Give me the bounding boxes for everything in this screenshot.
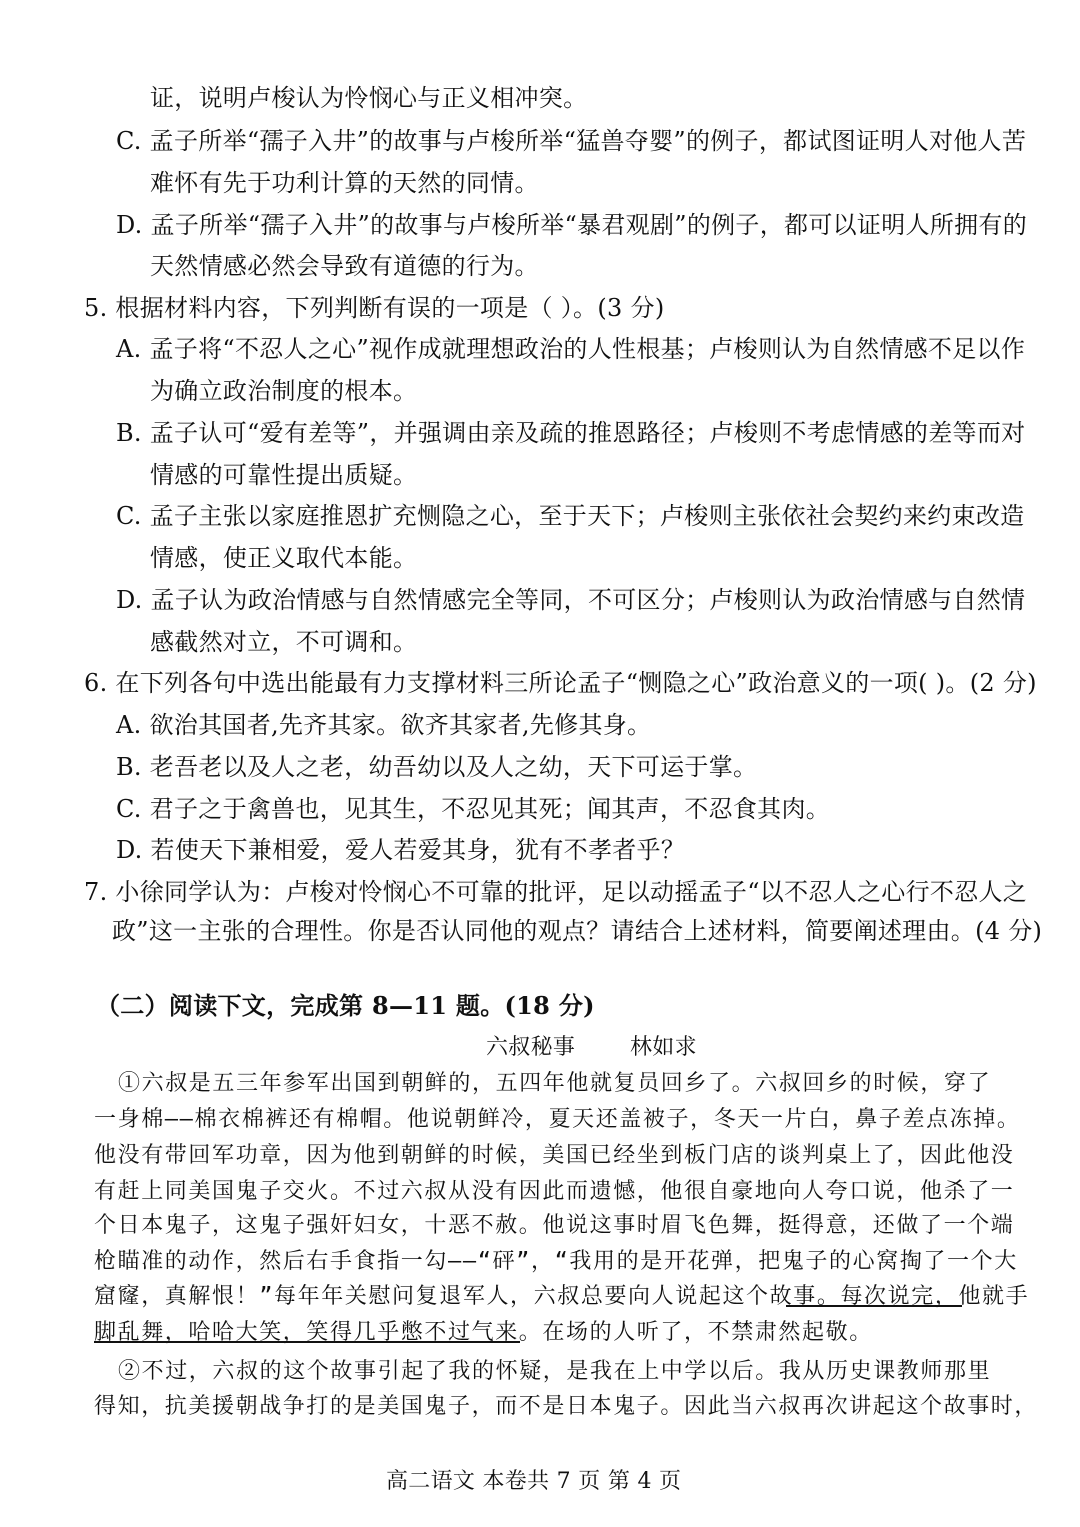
- question-7-continuation: 政”这一主张的合理性。你是否认同他的观点？请结合上述材料，简要阐述理由。(4 分): [112, 917, 1043, 945]
- passage-author: 林如求: [630, 1035, 697, 1060]
- paragraph-line: 得知，抗美援朝战争打的是美国鬼子，而不是日本鬼子。因此当六叔再次讲起这个故事时，: [94, 1394, 1039, 1419]
- paragraph-line: 一身棉——棉衣棉裤还有棉帽。他说朝鲜冷，夏天还盖被子，冬天一片白，鼻子差点冻掉。: [94, 1107, 1021, 1132]
- question-6: 6. 在下列各句中选出能最有力支撑材料三所论孟子“恻隐之心”政治意义的一项( )。(2 分): [84, 669, 1037, 697]
- option-c: C. 孟子所举“孺子入井”的故事与卢梭所举“猛兽夺婴”的例子，都试图证明人对他人苦: [116, 127, 1027, 155]
- paragraph-line: 他没有带回军功章，因为他到朝鲜的时候，美国已经坐到板门店的谈判桌上了，因此他没: [94, 1143, 1015, 1168]
- paragraph-line: 窟窿，真解恨！”每年年关慰问复退军人，六叔总要向人说起这个故事。每次说完，他就手: [94, 1284, 1030, 1309]
- section-heading: （二）阅读下文，完成第 8—11 题。(18 分): [96, 991, 595, 1020]
- question-7: 7. 小徐同学认为：卢梭对怜悯心不可靠的批评，足以动摇孟子“以不忍人之心行不忍人之: [84, 878, 1028, 906]
- q5-option-a-continuation: 为确立政治制度的根本。: [150, 377, 418, 405]
- q5-option-c: C. 孟子主张以家庭推恩扩充恻隐之心，至于天下；卢梭则主张依社会契约来约束改造: [116, 502, 1025, 530]
- q5-option-b-continuation: 情感的可靠性提出质疑。: [150, 461, 418, 489]
- underline-mark: [786, 1305, 962, 1307]
- option-c-continuation: 难怀有先于功利计算的天然的同情。: [150, 169, 539, 197]
- q6-option-d: D. 若使天下兼相爱，爱人若爱其身，犹有不孝者乎？: [116, 836, 686, 864]
- option-d: D. 孟子所举“孺子入井”的故事与卢梭所举“暴君观剧”的例子，都可以证明人所拥有的: [116, 211, 1028, 239]
- q5-option-c-continuation: 情感，使正义取代本能。: [150, 544, 418, 572]
- q5-option-b: B. 孟子认可“爱有差等”，并强调由亲及疏的推恩路径；卢梭则不考虑情感的差等而对: [116, 419, 1026, 447]
- paragraph-line: 有赶上同美国鬼子交火。不过六叔从没有因此而遗憾，他很自豪地向人夸口说，他杀了一: [94, 1179, 1015, 1204]
- q5-option-d-continuation: 感截然对立，不可调和。: [150, 628, 418, 656]
- page-footer: 高二语文 本卷共 7 页 第 4 页: [386, 1469, 682, 1494]
- paragraph-line: 脚乱舞，哈哈大笑，笑得几乎憋不过气来。在场的人听了，不禁肃然起敬。: [94, 1320, 873, 1345]
- q6-option-a: A. 欲治其国者,先齐其家。欲齐其家者,先修其身。: [116, 711, 652, 739]
- paragraph-line: 枪瞄准的动作，然后右手食指一勾——“砰”，“我用的是开花弹，把鬼子的心窝掏了一个大: [94, 1249, 1018, 1274]
- option-b-continuation: 证，说明卢梭认为怜悯心与正义相冲突。: [150, 84, 588, 112]
- paragraph-line: ②不过，六叔的这个故事引起了我的怀疑，是我在上中学以后。我从历史课教师那里: [118, 1359, 992, 1384]
- paragraph-line: 个日本鬼子，这鬼子强奸妇女，十恶不赦。他说这事时眉飞色舞，挺得意，还做了一个端: [94, 1213, 1015, 1238]
- q6-option-c: C. 君子之于禽兽也，见其生，不忍见其死；闻其声，不忍食其肉。: [116, 795, 831, 823]
- option-d-continuation: 天然情感必然会导致有道德的行为。: [150, 252, 539, 280]
- underline-mark: [94, 1341, 520, 1343]
- paragraph-line: ①六叔是五三年参军出国到朝鲜的，五四年他就复员回乡了。六叔回乡的时候，穿了: [118, 1071, 992, 1096]
- q6-option-b: B. 老吾老以及人之老，幼吾幼以及人之幼，天下可运于掌。: [116, 753, 758, 781]
- q5-option-d: D. 孟子认为政治情感与自然情感完全等同，不可区分；卢梭则认为政治情感与自然情: [116, 586, 1026, 614]
- passage-title: 六叔秘事: [486, 1035, 576, 1060]
- question-5: 5. 根据材料内容，下列判断有误的一项是（ ）。(3 分): [84, 294, 665, 322]
- q5-option-a: A. 孟子将“不忍人之心”视作成就理想政治的人性根基；卢梭则认为自然情感不足以作: [116, 335, 1026, 363]
